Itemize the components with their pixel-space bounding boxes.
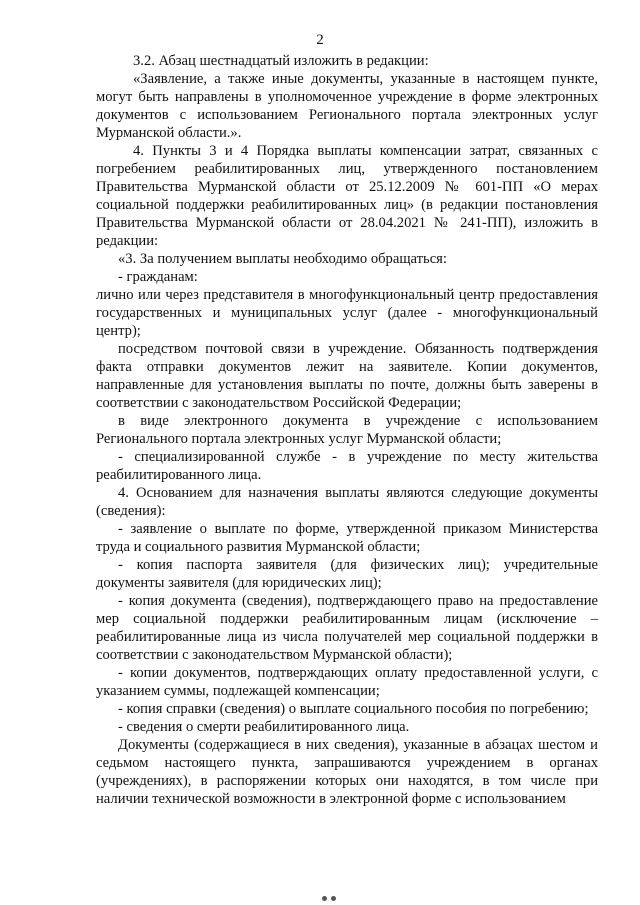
paragraph: - специализированной службе - в учреждение по месту жительства реабилитированного лица.	[96, 449, 598, 483]
paragraph: в виде электронного документа в учреждение с использованием Регионального портала электронных услуг Мурманской области;	[96, 413, 598, 447]
paragraph: посредством почтовой связи в учреждение. Обязанность подтверждения факта отправки документов лежит на заявителе. Копии документов, направленные для установления выплаты по почте, должны быть заверены в соответствии с законодательством Российской Федерации;	[96, 341, 598, 411]
paragraph: - копия справки (сведения) о выплате социального пособия по погребению;	[118, 701, 589, 717]
paragraph: - сведения о смерти реабилитированного лица.	[118, 719, 410, 735]
paragraph: «3. За получением выплаты необходимо обращаться:	[118, 251, 447, 267]
paragraph: 4. Основанием для назначения выплаты являются следующие документы (сведения):	[96, 485, 598, 519]
paragraph: - копия документа (сведения), подтверждающего право на предоставление мер социальной поддержки реабилитированным лицам (исключение – реабилитированные лица из числа получателей мер социальной поддержки в соответствии с законодательством Мурманской области);	[96, 593, 598, 663]
paragraph: - копии документов, подтверждающих оплату предоставленной услуги, с указанием суммы, подлежащей компенсации;	[96, 665, 598, 699]
paragraph: - гражданам:	[118, 269, 198, 285]
paragraph: - копия паспорта заявителя (для физических лиц); учредительные документы заявителя (для юридических лиц);	[96, 557, 598, 591]
document-body	[96, 52, 598, 808]
paragraph: «Заявление, а также иные документы, указанные в настоящем пункте, могут быть направлены в уполномоченное учреждение в форме электронных документов с использованием Регионального портала электронных услуг Мурманской области.».	[96, 71, 598, 141]
paragraph: - заявление о выплате по форме, утвержденной приказом Министерства труда и социального развития Мурманской области;	[96, 521, 598, 555]
paragraph: 3.2. Абзац шестнадцатый изложить в редакции:	[133, 53, 429, 69]
binding-hole-mark	[322, 896, 327, 901]
paragraph: лично или через представителя в многофункциональный центр предоставления государственных и муниципальных услуг (далее - многофункциональный центр);	[96, 287, 598, 339]
page-number: 2	[316, 32, 324, 48]
paragraph: Документы (содержащиеся в них сведения), указанные в абзацах шестом и седьмом настоящего пункта, запрашиваются учреждением в органах (учреждениях), в распоряжении которых они находятся, в том числе при наличии технической возможности в электронной форме с использованием	[96, 737, 598, 807]
paragraph: 4. Пункты 3 и 4 Порядка выплаты компенсации затрат, связанных с погребением реабилитированных лиц, утвержденного постановлением Правительства Мурманской области от 25.12.2009 № 601-ПП «О мерах социальной поддержки реабилитированных лиц» (в редакции постановления Правительства Мурманской области от 28.04.2021 № 241-ПП), изложить в редакции:	[96, 143, 598, 249]
binding-hole-mark	[331, 896, 336, 901]
